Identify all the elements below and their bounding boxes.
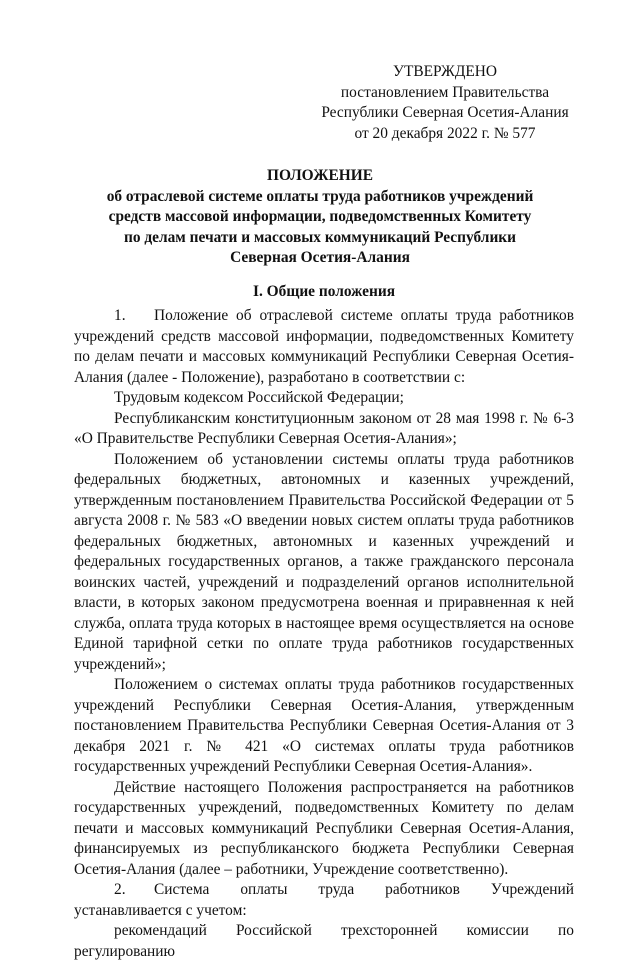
- paragraph-7: [74, 880, 574, 921]
- paragraph-text: Система оплаты труда работников Учреждений устанавливается с учетом:: [74, 881, 574, 919]
- paragraph-6: Действие настоящего Положения распространяется на работников государственных учреждений, подведомственных Комитету по делам печати и массовых коммуникаций Республики Северная Осетия-Алания, финансируемых из республиканского бюджета Республики Северная Осетия-Алания (далее – работники, Учреждение соответственно).: [74, 778, 574, 878]
- paragraph-1: [74, 306, 574, 388]
- title-line-2: об отраслевой системе оплаты труда работников учреждений: [106, 187, 534, 205]
- document-body: [74, 306, 574, 962]
- paragraph-text: Положение об отраслевой системе оплаты труда работников учреждений средств массовой информации, подведомственных Комитету по делам печати и массовых коммуникаций Республики Северная Осетия-Алания (далее - Положение), разработано в соответствии с:: [74, 307, 574, 386]
- item-number: 2.: [114, 881, 126, 898]
- paragraph-8: рекомендаций Российской трехсторонней комиссии по регулированию: [74, 922, 574, 960]
- approval-line-1: УТВЕРЖДЕНО: [393, 63, 497, 80]
- paragraph-2: Трудовым кодексом Российской Федерации;: [114, 389, 404, 406]
- title-line-1: ПОЛОЖЕНИЕ: [267, 167, 373, 184]
- paragraph-5: Положением о системах оплаты труда работников государственных учреждений Республики Северная Осетия-Алания, утвержденным постановлением Правительства Республики Северная Осетия-Алания от 3 декабря 2021 г. № 421 «О системах оплаты труда работников государственных учреждений Республики Северная Осетия-Алания».: [74, 676, 574, 775]
- approval-stamp: [320, 62, 570, 144]
- title-line-3: средств массовой информации, подведомственных Комитету: [108, 208, 532, 225]
- section-heading: I. Общие положения: [252, 283, 396, 300]
- title-line-4: по делам печати и массовых коммуникаций Республики: [123, 228, 517, 246]
- approval-line-4: от 20 декабря 2022 г. № 577: [354, 124, 536, 142]
- title-line-5: Северная Осетия-Алания: [230, 249, 410, 266]
- item-number: 1.: [114, 307, 126, 324]
- approval-line-2: постановлением Правительства: [340, 83, 550, 101]
- approval-line-3: Республики Северная Осетия-Алания: [321, 104, 569, 121]
- paragraph-4: Положением об установлении системы оплаты труда работников федеральных бюджетных, автономных и казенных учреждений, утвержденным постановлением Правительства Российской Федерации от 5 августа 2008 г. № 583 «О введении новых систем оплаты труда работников федеральных бюджетных, автономных и казенных учреждений и федеральных государственных органов, а также гражданского персонала воинских частей, учреждений и подразделений органов исполнительной власти, в которых законом предусмотрена военная и приравненная к ней служба, оплата труда которых в настоящее время осуществляется на основе Единой тарифной сетки по оплате труда работников государственных учреждений»;: [74, 450, 574, 673]
- paragraph-3: Республиканским конституционным законом от 28 мая 1998 г. № 6-3 «О Правительстве Республики Северная Осетия-Алания»;: [74, 409, 574, 447]
- document-title: [90, 166, 550, 269]
